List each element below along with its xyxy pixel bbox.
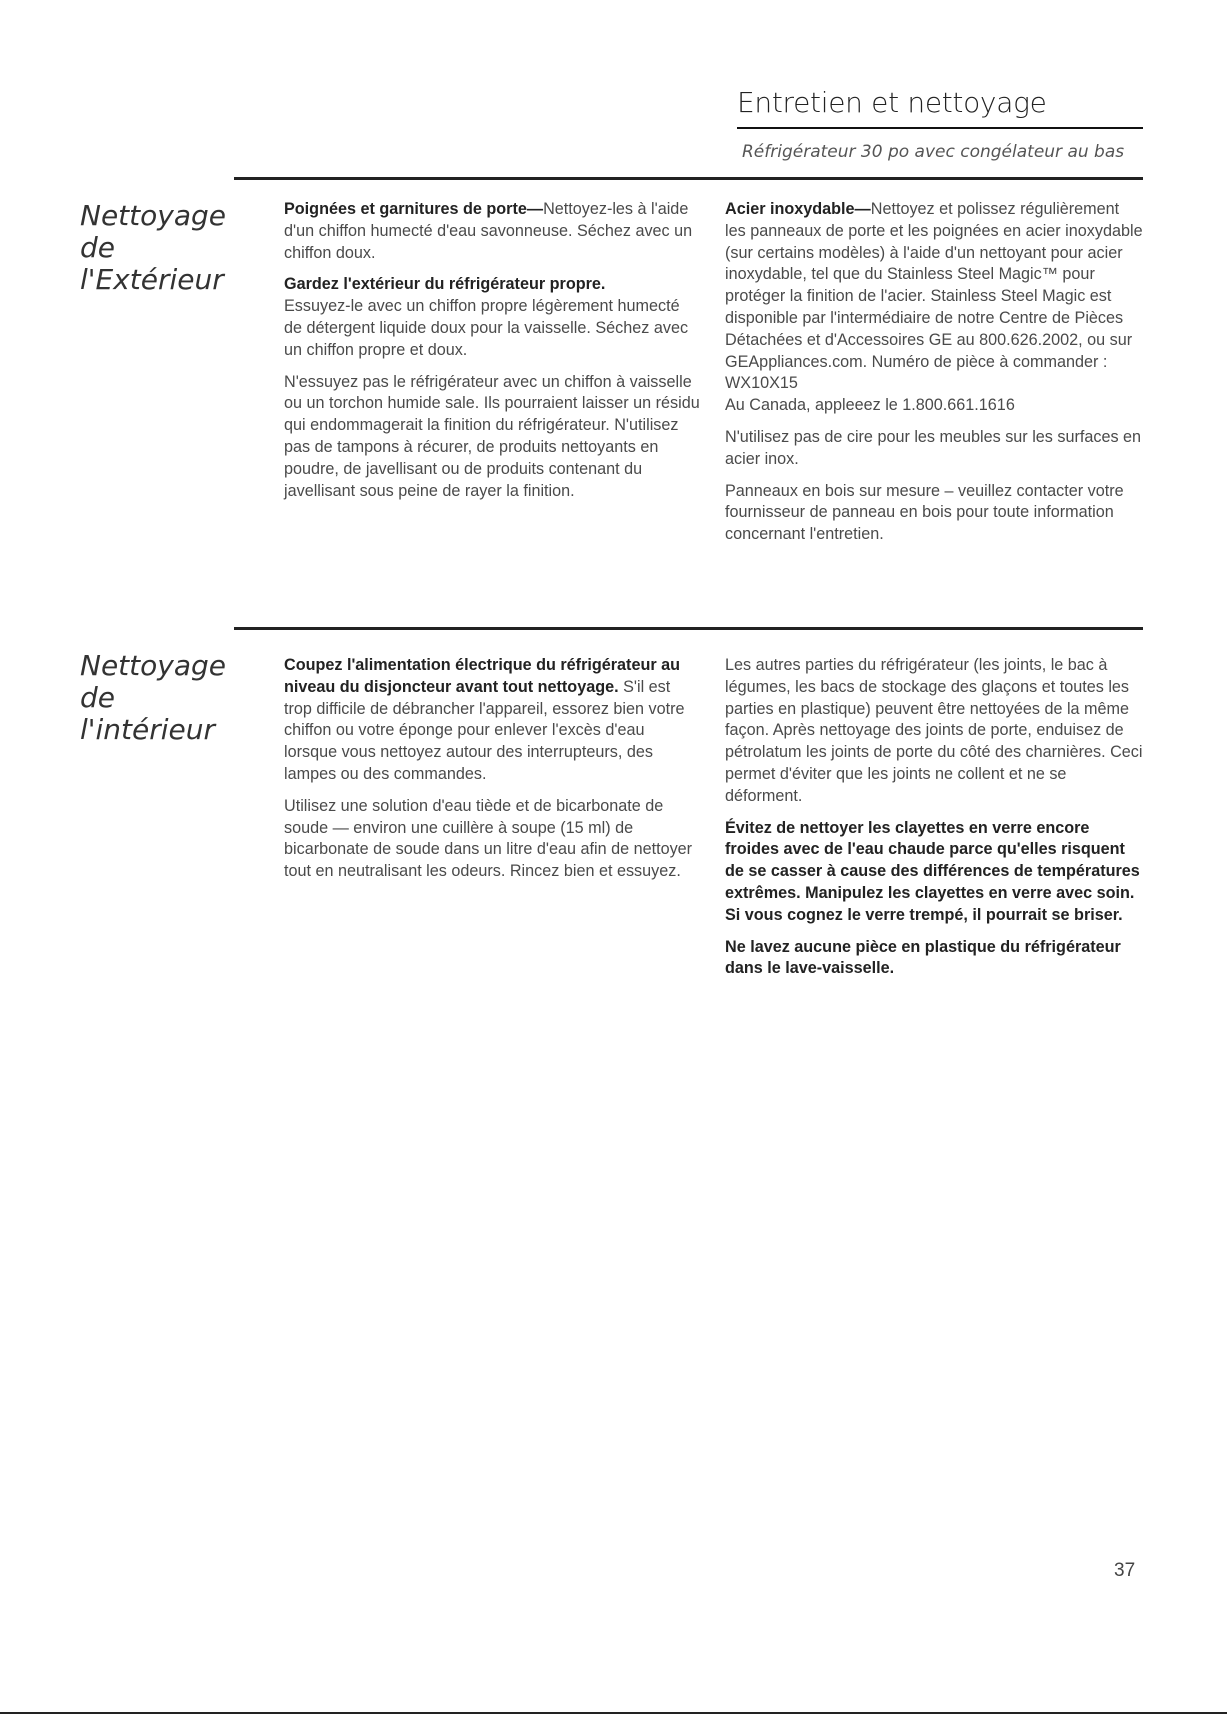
paragraph-baking-soda: Utilisez une solution d'eau tiède et de bicarbonate de soude — environ une cuillère à soupe (15 ml) de bicarbonate de soude dans un litre d'eau afin de nettoyer tout en neutralisant les odeurs. Rincez bien et essuyez. xyxy=(284,796,693,881)
section-divider-exterior xyxy=(234,177,1143,180)
bottom-divider xyxy=(0,1712,1227,1714)
paragraph-wood-panels: Panneaux en bois sur mesure – veuillez contacter votre fournisseur de panneau en bois pour toute information concernant l'entretien. xyxy=(725,481,1124,544)
section-title-exterior xyxy=(80,200,230,296)
lead-power-off: Coupez l'alimentation électrique du réfrigérateur au niveau du disjoncteur avant tout nettoyage. xyxy=(284,656,681,696)
section-divider-interior xyxy=(234,627,1143,630)
paragraph-no-dishwasher: Ne lavez aucune pièce en plastique du réfrigérateur dans le lave-vaisselle. xyxy=(725,937,1121,978)
section-title-line: l'intérieur xyxy=(80,713,215,746)
paragraph-no-wax: N'utilisez pas de cire pour les meubles sur les surfaces en acier inox. xyxy=(725,427,1142,468)
text-stainless-steel: Nettoyez et polissez régulièrement les panneaux de porte et les poignées en acier inoxydable (sur certains modèles) à l'aide d'un nettoyant pour acier inoxydable, tel que du Stainless Steel Magic™ pour protéger la finition de l'acier. Stainless Steel Magic est disponible par l'intermédiaire de notre Centre de Pièces Détachées et d'Accessoires GE au 800.626.2002, ou sur GEAppliances.com. Numéro de pièce à commander : WX10X15 xyxy=(725,200,1143,393)
interior-right-column xyxy=(725,655,1143,990)
paragraph-other-parts: Les autres parties du réfrigérateur (les joints, le bac à légumes, les bacs de stockage des glaçons et toutes les parties en plastique) peuvent être nettoyées de la même façon. Après nettoyage des joints de porte, enduisez de pétrolatum les joints de porte du côté des charnières. Ceci permet d'éviter que les joints ne collent et ne se déforment. xyxy=(725,656,1143,805)
paragraph-power-off xyxy=(284,655,702,786)
page-number: 37 xyxy=(1114,1560,1136,1581)
section-title-line: Nettoyage xyxy=(80,649,226,682)
text-door-handles: Nettoyez-les à l'aide d'un chiffon humecté d'eau savonneuse. Séchez avec un chiffon doux. xyxy=(284,200,693,262)
section-title-line: de xyxy=(80,231,115,264)
text-canada-phone: Au Canada, appleeez le 1.800.661.1616 xyxy=(725,396,1015,415)
exterior-left-column xyxy=(284,199,702,512)
lead-door-handles: Poignées et garnitures de porte— xyxy=(284,200,544,218)
paragraph-keep-clean xyxy=(284,274,702,361)
paragraph-stainless-steel xyxy=(725,199,1143,417)
paragraph-door-handles xyxy=(284,199,702,264)
header-divider xyxy=(737,127,1143,129)
text-keep-clean: Essuyez-le avec un chiffon propre légèrement humecté de détergent liquide doux pour la vaisselle. Séchez avec un chiffon propre et doux. xyxy=(284,297,689,359)
interior-left-column xyxy=(284,655,702,893)
text-power-off: S'il est trop difficile de débrancher l'appareil, essorez bien votre chiffon ou votre éponge pour enlever l'excès d'eau lorsque vous nettoyez autour des interrupteurs, des lampes ou des commandes. xyxy=(284,677,685,783)
lead-keep-clean: Gardez l'extérieur du réfrigérateur propre. xyxy=(284,275,606,294)
exterior-right-column xyxy=(725,199,1143,556)
lead-stainless-steel: Acier inoxydable— xyxy=(725,200,871,218)
page-title: Entretien et nettoyage xyxy=(737,86,1047,119)
section-title-line: Nettoyage xyxy=(80,199,226,232)
section-title-interior xyxy=(80,650,230,746)
paragraph-do-not-wipe: N'essuyez pas le réfrigérateur avec un chiffon à vaisselle ou un torchon humide sale. Ils pourraient laisser un résidu qui endommagerait la finition du réfrigérateur. N'utilisez pas de tampons à récurer, de produits nettoyants en poudre, de javellisant ou de produits contenant du javellisant sous peine de rayer la finition. xyxy=(284,372,700,500)
section-title-line: de xyxy=(80,681,115,714)
section-title-line: l'Extérieur xyxy=(80,263,224,296)
paragraph-glass-shelves-warning: Évitez de nettoyer les clayettes en verre encore froides avec de l'eau chaude parce qu'elles risquent de se casser à cause des différences de températures extrêmes. Manipulez les clayettes en verre avec soin. Si vous cognez le verre trempé, il pourrait se briser. xyxy=(725,818,1140,924)
page-subtitle: Réfrigérateur 30 po avec congélateur au bas xyxy=(742,142,1125,162)
